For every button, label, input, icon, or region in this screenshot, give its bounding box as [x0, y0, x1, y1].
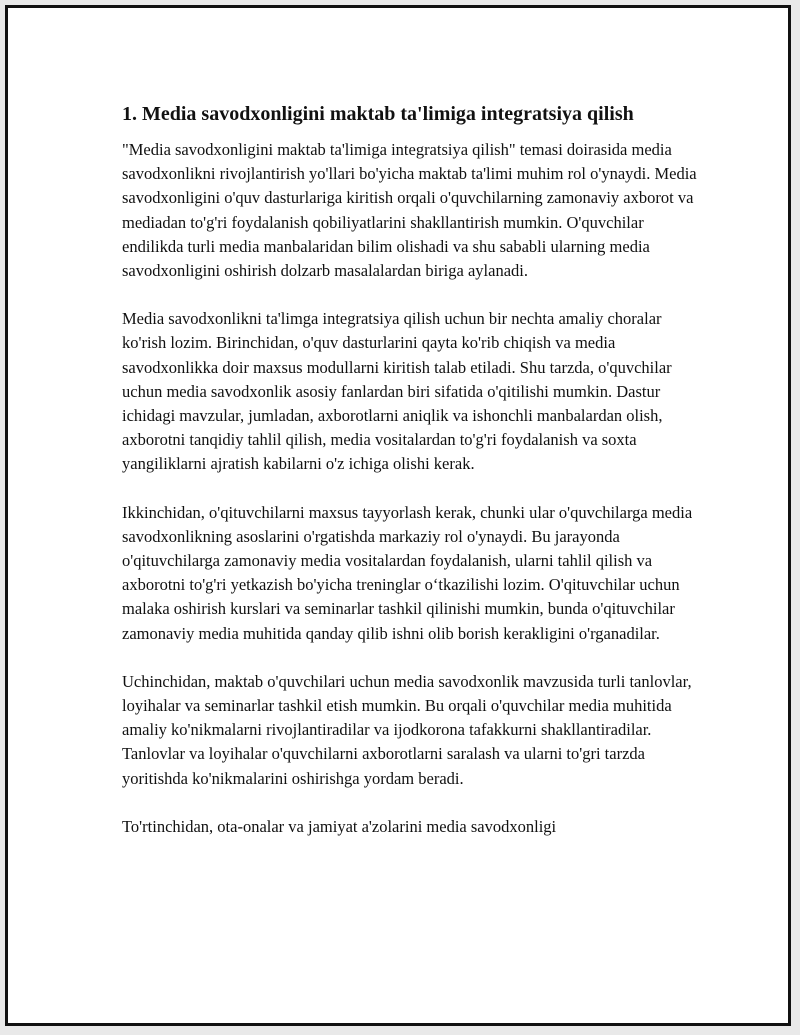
paragraph-intro: "Media savodxonligini maktab ta'limiga integratsiya qilish" temasi doirasida media savodxonlikni rivojlantirish yo'llari bo'yicha maktab ta'limi muhim rol o'ynaydi. Media savodxonligini o'quv dasturlariga kiritish orqali o'quvchilarning zamonaviy axborot va mediadan to'g'ri foydalanish qobiliyatlarini shakllantirish mumkin. O'quvchilar endilikda turli media manbalaridan bilim olishadi va shu sababli ularning media savodxonligini oshirish dolzarb masalalardan biriga aylanadi.	[122, 140, 697, 281]
paragraph-first-measure: Media savodxonlikni ta'limga integratsiya qilish uchun bir nechta amaliy choralar ko'rish lozim. Birinchidan, o'quv dasturlarini qayta ko'rib chiqish va media savodxonlikka doir maxsus modullarni kiritish talab etiladi. Shu tarzda, o'quvchilar uchun media savodxonlik asosiy fanlardan biri sifatida o'qitilishi mumkin. Dastur ichidagi mavzular, jumladan, axborotlarni aniqlik va ishonchli manbalardan olish, axborotni tanqidiy tahlil qilish, media vositalardan to'g'ri foydalanish va soxta yangiliklarni ajratish kabilarni o'z ichiga olishi kerak.	[122, 309, 672, 474]
paragraph-fourth-measure: To'rtinchidan, ota-onalar va jamiyat a'zolarini media savodxonligi	[122, 816, 557, 836]
section-heading: 1. Media savodxonligini maktab ta'limiga integratsiya qilish	[122, 103, 634, 125]
paragraph-third-measure: Uchinchidan, maktab o'quvchilari uchun media savodxonlik mavzusida turli tanlovlar, loyihalar va seminarlar tashkil etish mumkin. Bu orqali o'quvchilar media muhitida amaliy ko'nikmalarni rivojlantiradilar va ijodkorona tafakkurni shakllantiradilar. Tanlovlar va loyihalar o'quvchilarni axborotlarni saralash va ularni to'gri tarzda yoritishda ko'nikmalarini oshirishga yordam beradi.	[122, 671, 692, 788]
document-content	[122, 100, 702, 863]
document-page	[5, 5, 791, 1026]
paragraph-second-measure: Ikkinchidan, o'qituvchilarni maxsus tayyorlash kerak, chunki ular o'quvchilarga media savodxonlikning asoslarini o'rgatishda markaziy rol o'ynaydi. Bu jarayonda o'qituvchilarga zamonaviy media vositalardan foydalanish, ularni tahlil qilish va axborotni to'g'ri yetkazish bo'yicha treninglar o‘tkazilishi lozim. O'qituvchilar uchun malaka oshirish kurslari va seminarlar tashkil qilinishi mumkin, bunda o'qituvchilar zamonaviy media muhitida qanday qilib ishni olib borish kerakligini o'rganadilar.	[122, 502, 693, 643]
